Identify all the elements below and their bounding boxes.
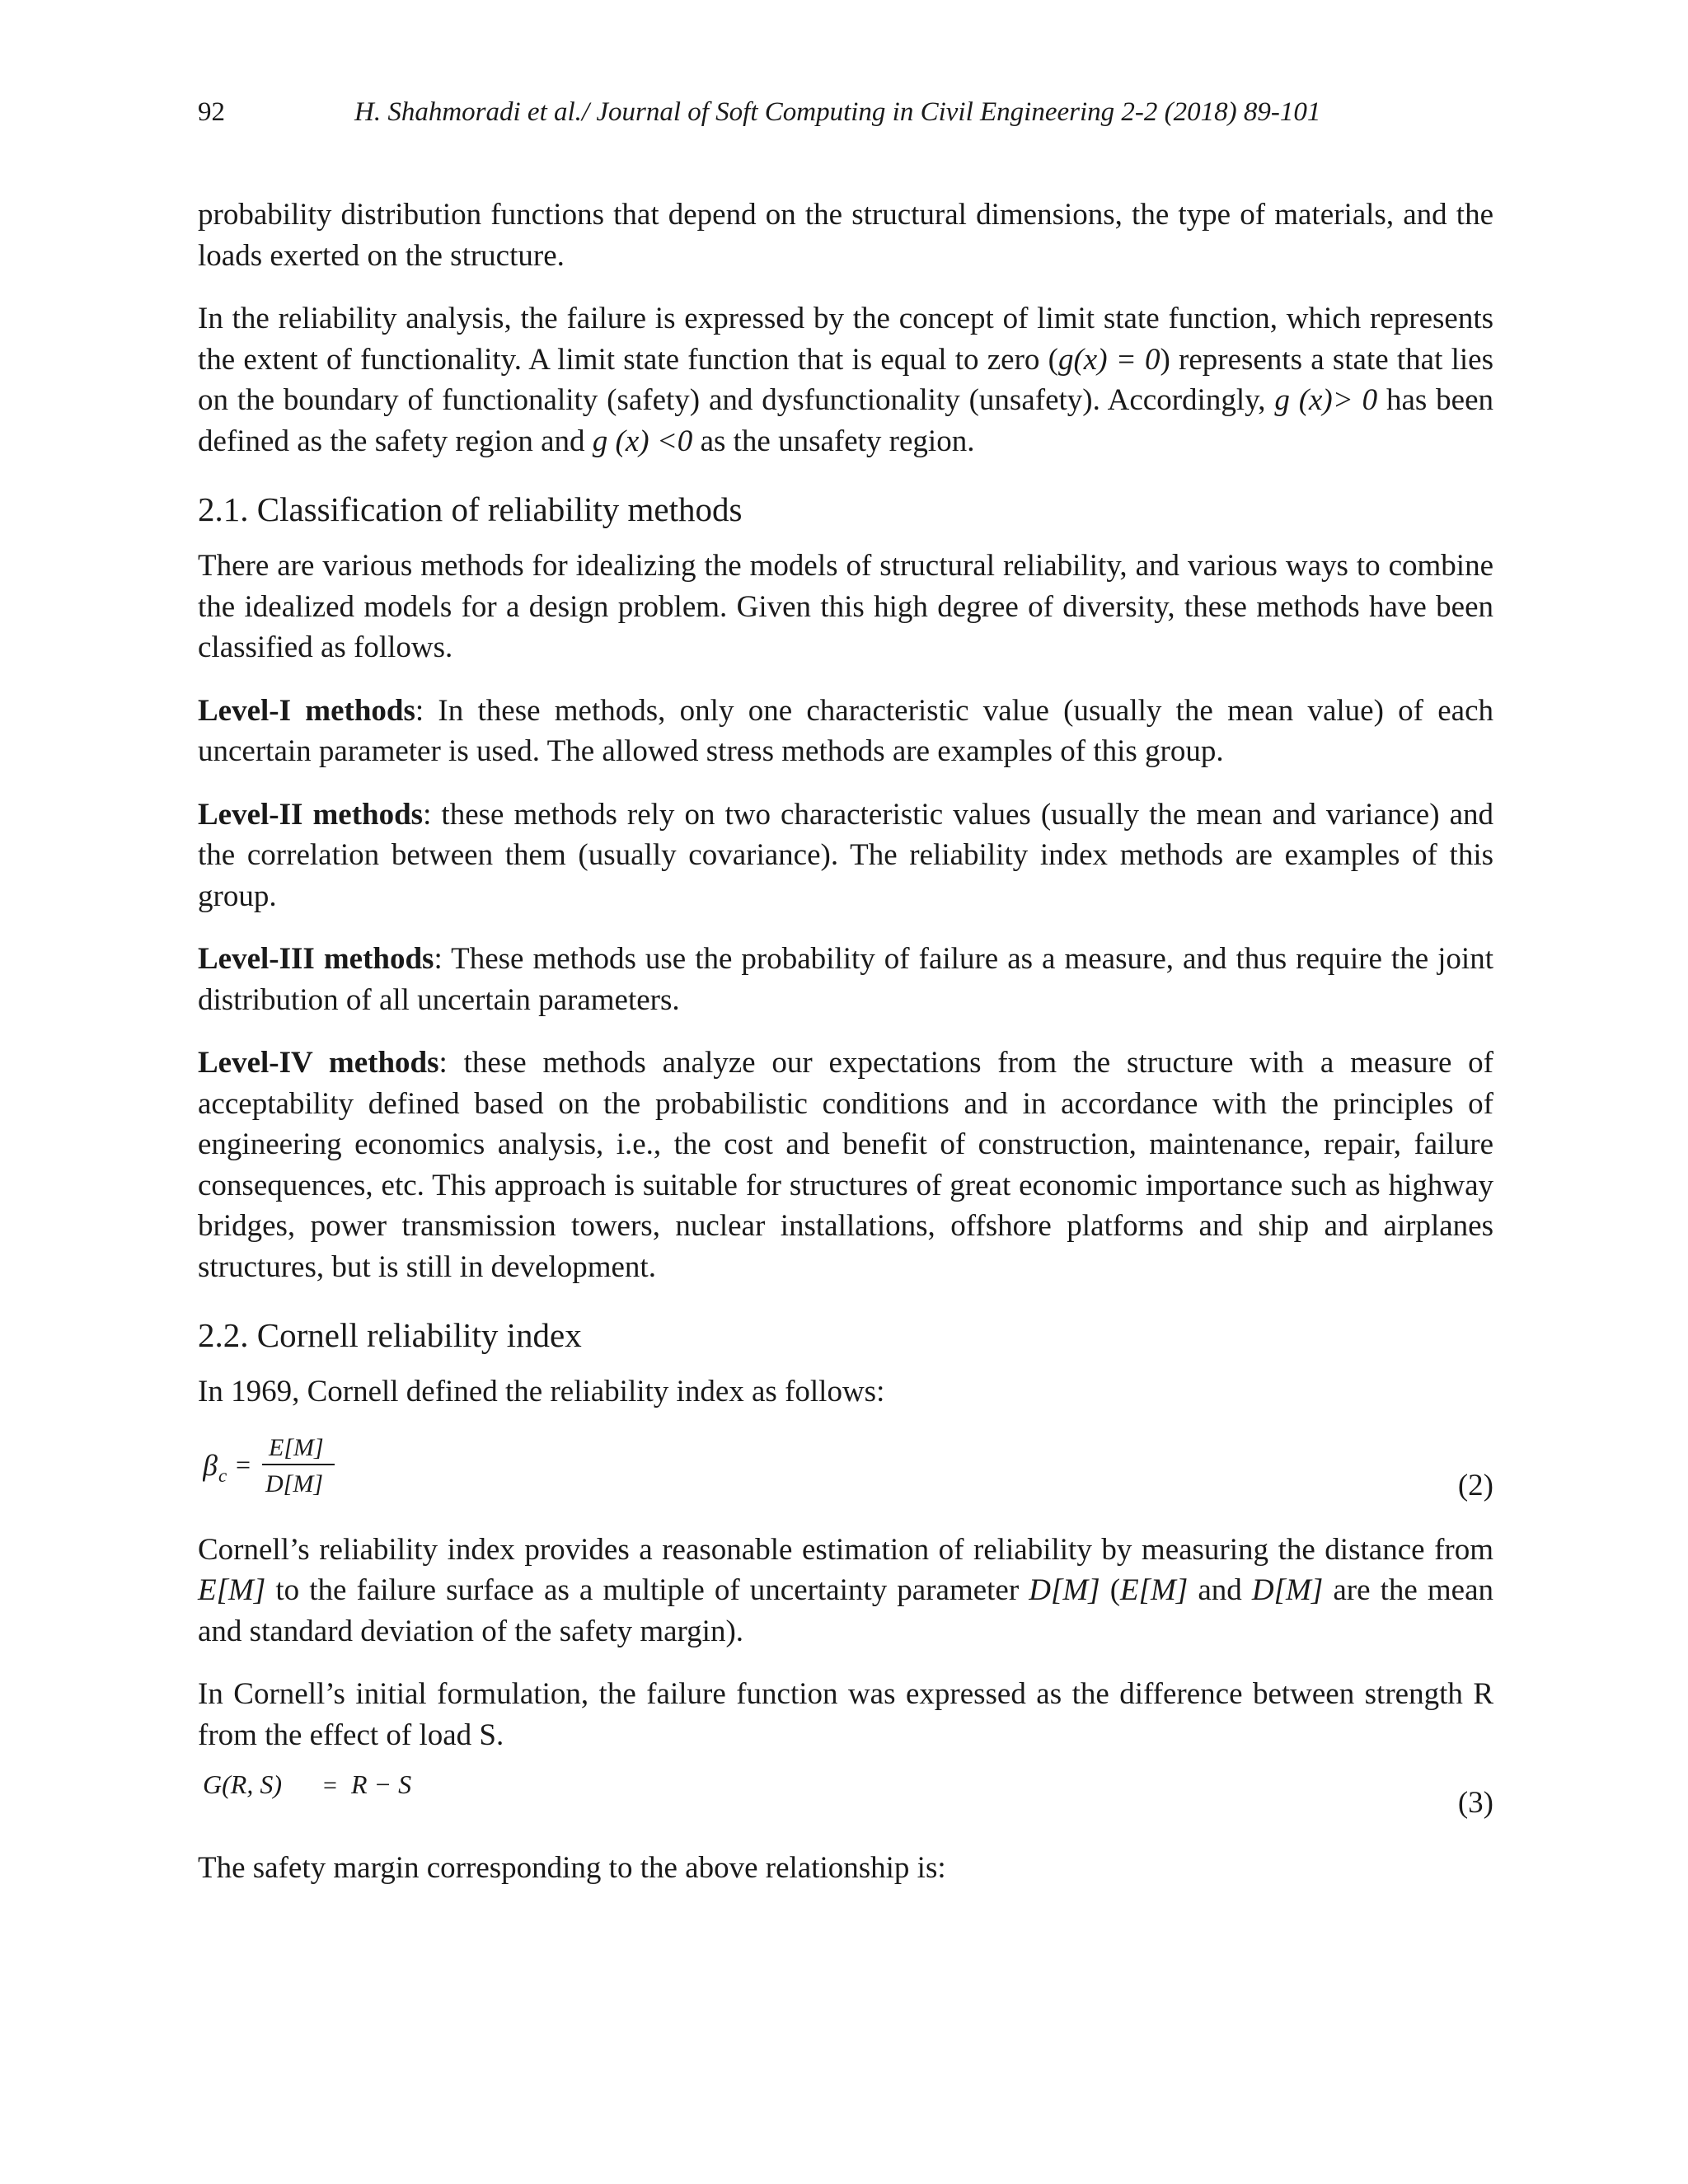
equals-sign: =: [236, 1449, 251, 1479]
level-text: : In these methods, only one characteristic value (usually the mean value) of each uncertain parameter is used. The allowed stress methods are examples of this group.: [198, 693, 1493, 768]
level-text: : these methods analyze our expectations from the structure with a measure of acceptability defined based on the probabilistic conditions and in accordance with the principles of engineering economics analysis, i.e., the cost and benefit of construction, maintenance, repair, failure consequences, etc. This approach is suitable for structures of great economic importance such as highway bridges, power transmission towers, nuclear installations, offshore platforms and ship and airplanes structures, but is still in development.: [198, 1046, 1493, 1284]
equation-3-formula: [203, 1764, 434, 1813]
math-inline: g(x) = 0: [1057, 342, 1160, 377]
paragraph-limit-state: [198, 298, 1493, 462]
paragraph: The safety margin corresponding to the above relationship is:: [198, 1851, 946, 1885]
paragraph-cornell-index: [198, 1530, 1493, 1652]
math-inline: D[M]: [1251, 1573, 1324, 1607]
paragraph: In Cornell’s initial formulation, the failure function was expressed as the difference between strength R from the effect of load S.: [198, 1677, 1493, 1752]
paragraph: probability distribution functions that depend on the structural dimensions, the type of materials, and the loads exerted on the structure.: [198, 198, 1493, 273]
page-number: 92: [198, 97, 225, 127]
numerator: E[M]: [269, 1433, 324, 1461]
math-inline: D[M]: [1029, 1573, 1100, 1607]
math-inline: g (x) <0: [592, 424, 693, 458]
level-paragraph: [198, 1043, 1493, 1287]
text-run: has been defined as the safety region and: [198, 383, 1493, 458]
text-run: ) represents a state that lies on the boundary of functionality (safety) and dysfunctionality (unsafety). Accordingly,: [198, 342, 1493, 417]
level-text: : These methods use the probability of failure as a measure, and thus require the joint distribution of all uncertain parameters.: [198, 942, 1493, 1017]
paragraph: There are various methods for idealizing the models of structural reliability, and various ways to combine the idealized models for a design problem. Given this high degree of diversity, these methods have been classified as follows.: [198, 549, 1493, 664]
math-inline: E[M]: [198, 1573, 266, 1607]
beta-subscript: c: [218, 1465, 227, 1486]
article-body: [198, 194, 1493, 1911]
level-name: Level-IV methods: [198, 1046, 439, 1080]
text-run: In the reliability analysis, the failure is expressed by the concept of limit state function, which represents the extent of functionality. A limit state function that is equal to zero (: [198, 302, 1493, 377]
beta-symbol: β: [203, 1448, 218, 1482]
equation-lhs: G(R, S): [203, 1769, 282, 1799]
math-inline: E[M]: [1120, 1573, 1189, 1607]
text-run: are the mean and standard deviation of the safety margin).: [198, 1573, 1493, 1648]
text-run: to the failure surface as a multiple of uncertainty parameter: [265, 1573, 1029, 1607]
level-paragraph: [198, 939, 1493, 1020]
paragraph: In 1969, Cornell defined the reliability index as follows:: [198, 1375, 885, 1408]
level-name: Level-I methods: [198, 693, 415, 728]
level-paragraph: [198, 691, 1493, 772]
text-run: as the unsafety region.: [692, 424, 975, 458]
text-run: Cornell’s reliability index provides a reasonable estimation of reliability by measuring the distance from: [198, 1532, 1493, 1567]
math-inline: g (x)> 0: [1274, 383, 1378, 417]
running-head: H. Shahmoradi et al./ Journal of Soft Computing in Civil Engineering 2-2 (2018) 89-101: [354, 97, 1321, 127]
equation-number: (3): [1457, 1785, 1493, 1820]
section-heading-2-2: 2.2. Cornell reliability index: [198, 1316, 582, 1354]
denominator: D[M]: [265, 1469, 324, 1497]
equation-2: [198, 1424, 1493, 1507]
level-text: : these methods rely on two characteristic values (usually the mean and variance) and the correlation between them (usually covariance). The reliability index methods are examples of this group.: [198, 797, 1493, 913]
equation-number: (2): [1457, 1469, 1493, 1502]
text-run: (: [1100, 1573, 1121, 1607]
level-name: Level-III methods: [198, 942, 434, 976]
equation-2-formula: [203, 1424, 368, 1507]
text-run: and: [1188, 1573, 1252, 1607]
equals-sign: =: [323, 1772, 337, 1799]
equation-rhs: R − S: [351, 1769, 412, 1799]
equation-3: [198, 1764, 1493, 1823]
level-name: Level-II methods: [198, 797, 424, 832]
level-paragraph: [198, 794, 1493, 917]
section-heading-2-1: 2.1. Classification of reliability methods: [198, 490, 743, 528]
page-header: [198, 97, 1492, 138]
